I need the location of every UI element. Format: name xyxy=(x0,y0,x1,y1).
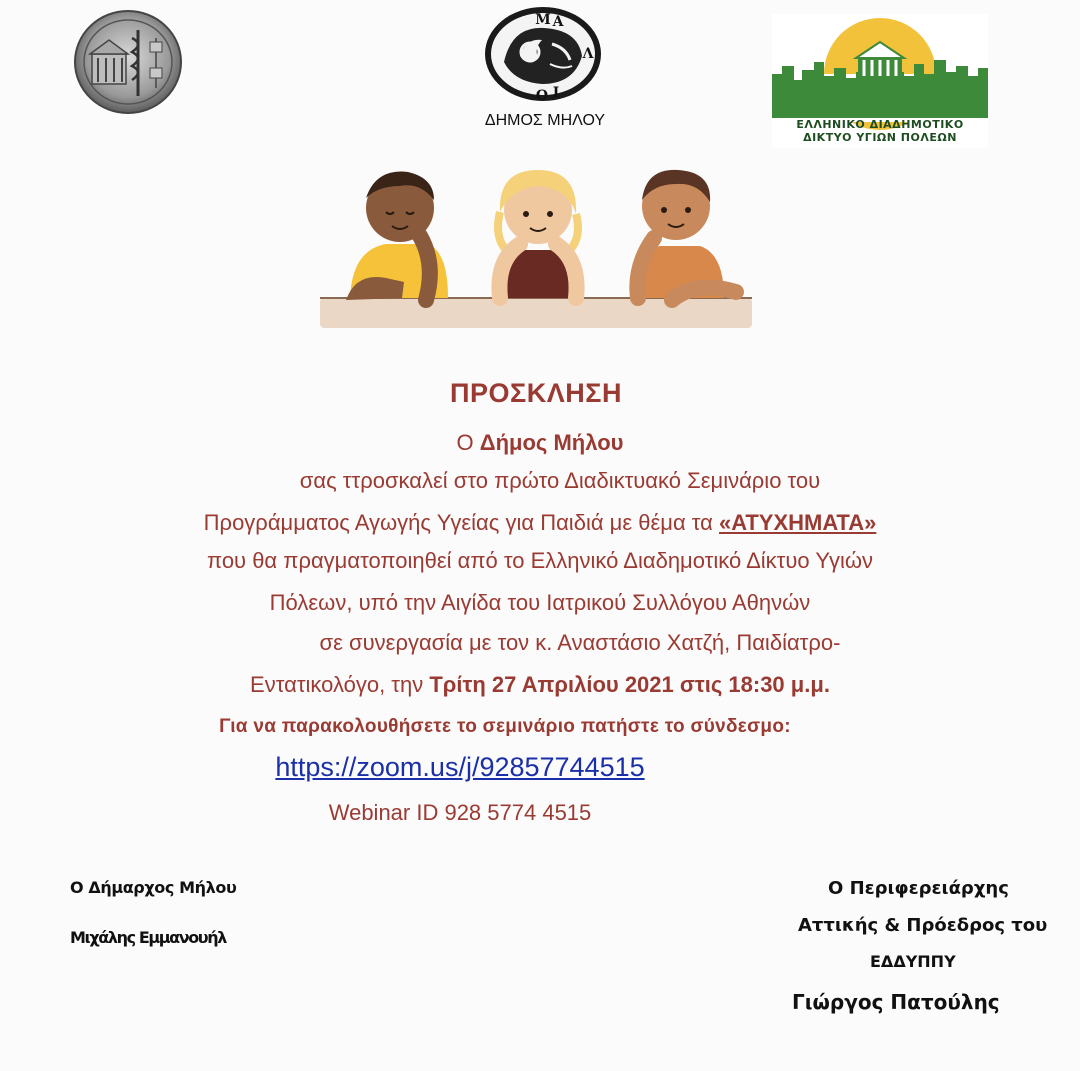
invitation-title: ΠΡΟΣΚΛΗΣΗ xyxy=(450,378,622,408)
zoom-link[interactable]: https://zoom.us/j/92857744515 xyxy=(275,752,645,782)
seal-letter: Ι xyxy=(552,85,560,101)
webinar-id: Webinar ID 928 5774 4515 xyxy=(328,800,592,825)
seal-letter: Α xyxy=(552,14,564,30)
governor-line2: Αττικής & Πρόεδρος του xyxy=(798,915,1048,936)
link-prompt: Για να παρακολουθήσετε το σεμινάριο πατήστε το σύνδεσμο: xyxy=(219,716,791,737)
network-caption-line1: ΕΛΛΗΝΙΚΟ ΔΙΑΔΗΜΟΤΙΚΟ xyxy=(796,118,964,131)
invite-line-4: που θα πραγματοποιηθεί από το Ελληνικό Διαδημοτικό Δίκτυο Υγιών xyxy=(206,548,874,573)
seminar-theme: «ΑΤΥΧΗΜΑΤΑ» xyxy=(719,510,877,535)
invite-line-5: Πόλεων, υπό την Αιγίδα του Ιατρικού Συλλόγου Αθηνών xyxy=(269,590,811,615)
mayor-name: Μιχάλης Εμμανουήλ xyxy=(70,928,226,947)
host-name: Δήμος Μήλου xyxy=(479,430,624,455)
speaker-title: Εντατικολόγο, την xyxy=(250,672,430,697)
invite-line-7 xyxy=(0,672,1080,698)
governor-line1: Ο Περιφερειάρχης xyxy=(828,878,1009,899)
seal-letter: Λ xyxy=(582,46,594,62)
governor-line3: ΕΔΔΥΠΠΥ xyxy=(870,952,956,971)
host-line xyxy=(0,430,1080,456)
municipality-of-milos-seal-logo xyxy=(482,4,604,104)
seal-letter: Ο xyxy=(535,88,549,104)
seminar-date: Τρίτη 27 Απριλίου 2021 στις 18:30 μ.μ. xyxy=(429,672,830,697)
program-text: Προγράμματος Αγωγής Υγείας για Παιδιά με θέμα τα xyxy=(203,510,720,535)
network-caption-line2: ΔΙΚΤΥΟ ΥΓΙΩΝ ΠΟΛΕΩΝ xyxy=(803,131,957,144)
host-prefix: Ο xyxy=(456,430,480,455)
seal-letter: Μ xyxy=(535,12,551,28)
children-illustration xyxy=(316,160,756,330)
municipality-label: ΔΗΜΟΣ ΜΗΛΟΥ xyxy=(484,112,606,129)
governor-name: Γιώργος Πατούλης xyxy=(792,990,1000,1014)
network-caption xyxy=(772,118,988,144)
invite-line-2: σας ττροσκαλεί στο πρώτο Διαδικτυακό Σεμινάριο του xyxy=(299,468,821,493)
medical-association-seal-logo xyxy=(72,8,184,116)
invite-line-6: σε συνεργασία με τον κ. Αναστάσιο Χατζή, Παιδίατρο- xyxy=(319,630,841,655)
invite-line-3 xyxy=(0,510,1080,536)
mayor-title: Ο Δήμαρχος Μήλου xyxy=(70,878,237,897)
